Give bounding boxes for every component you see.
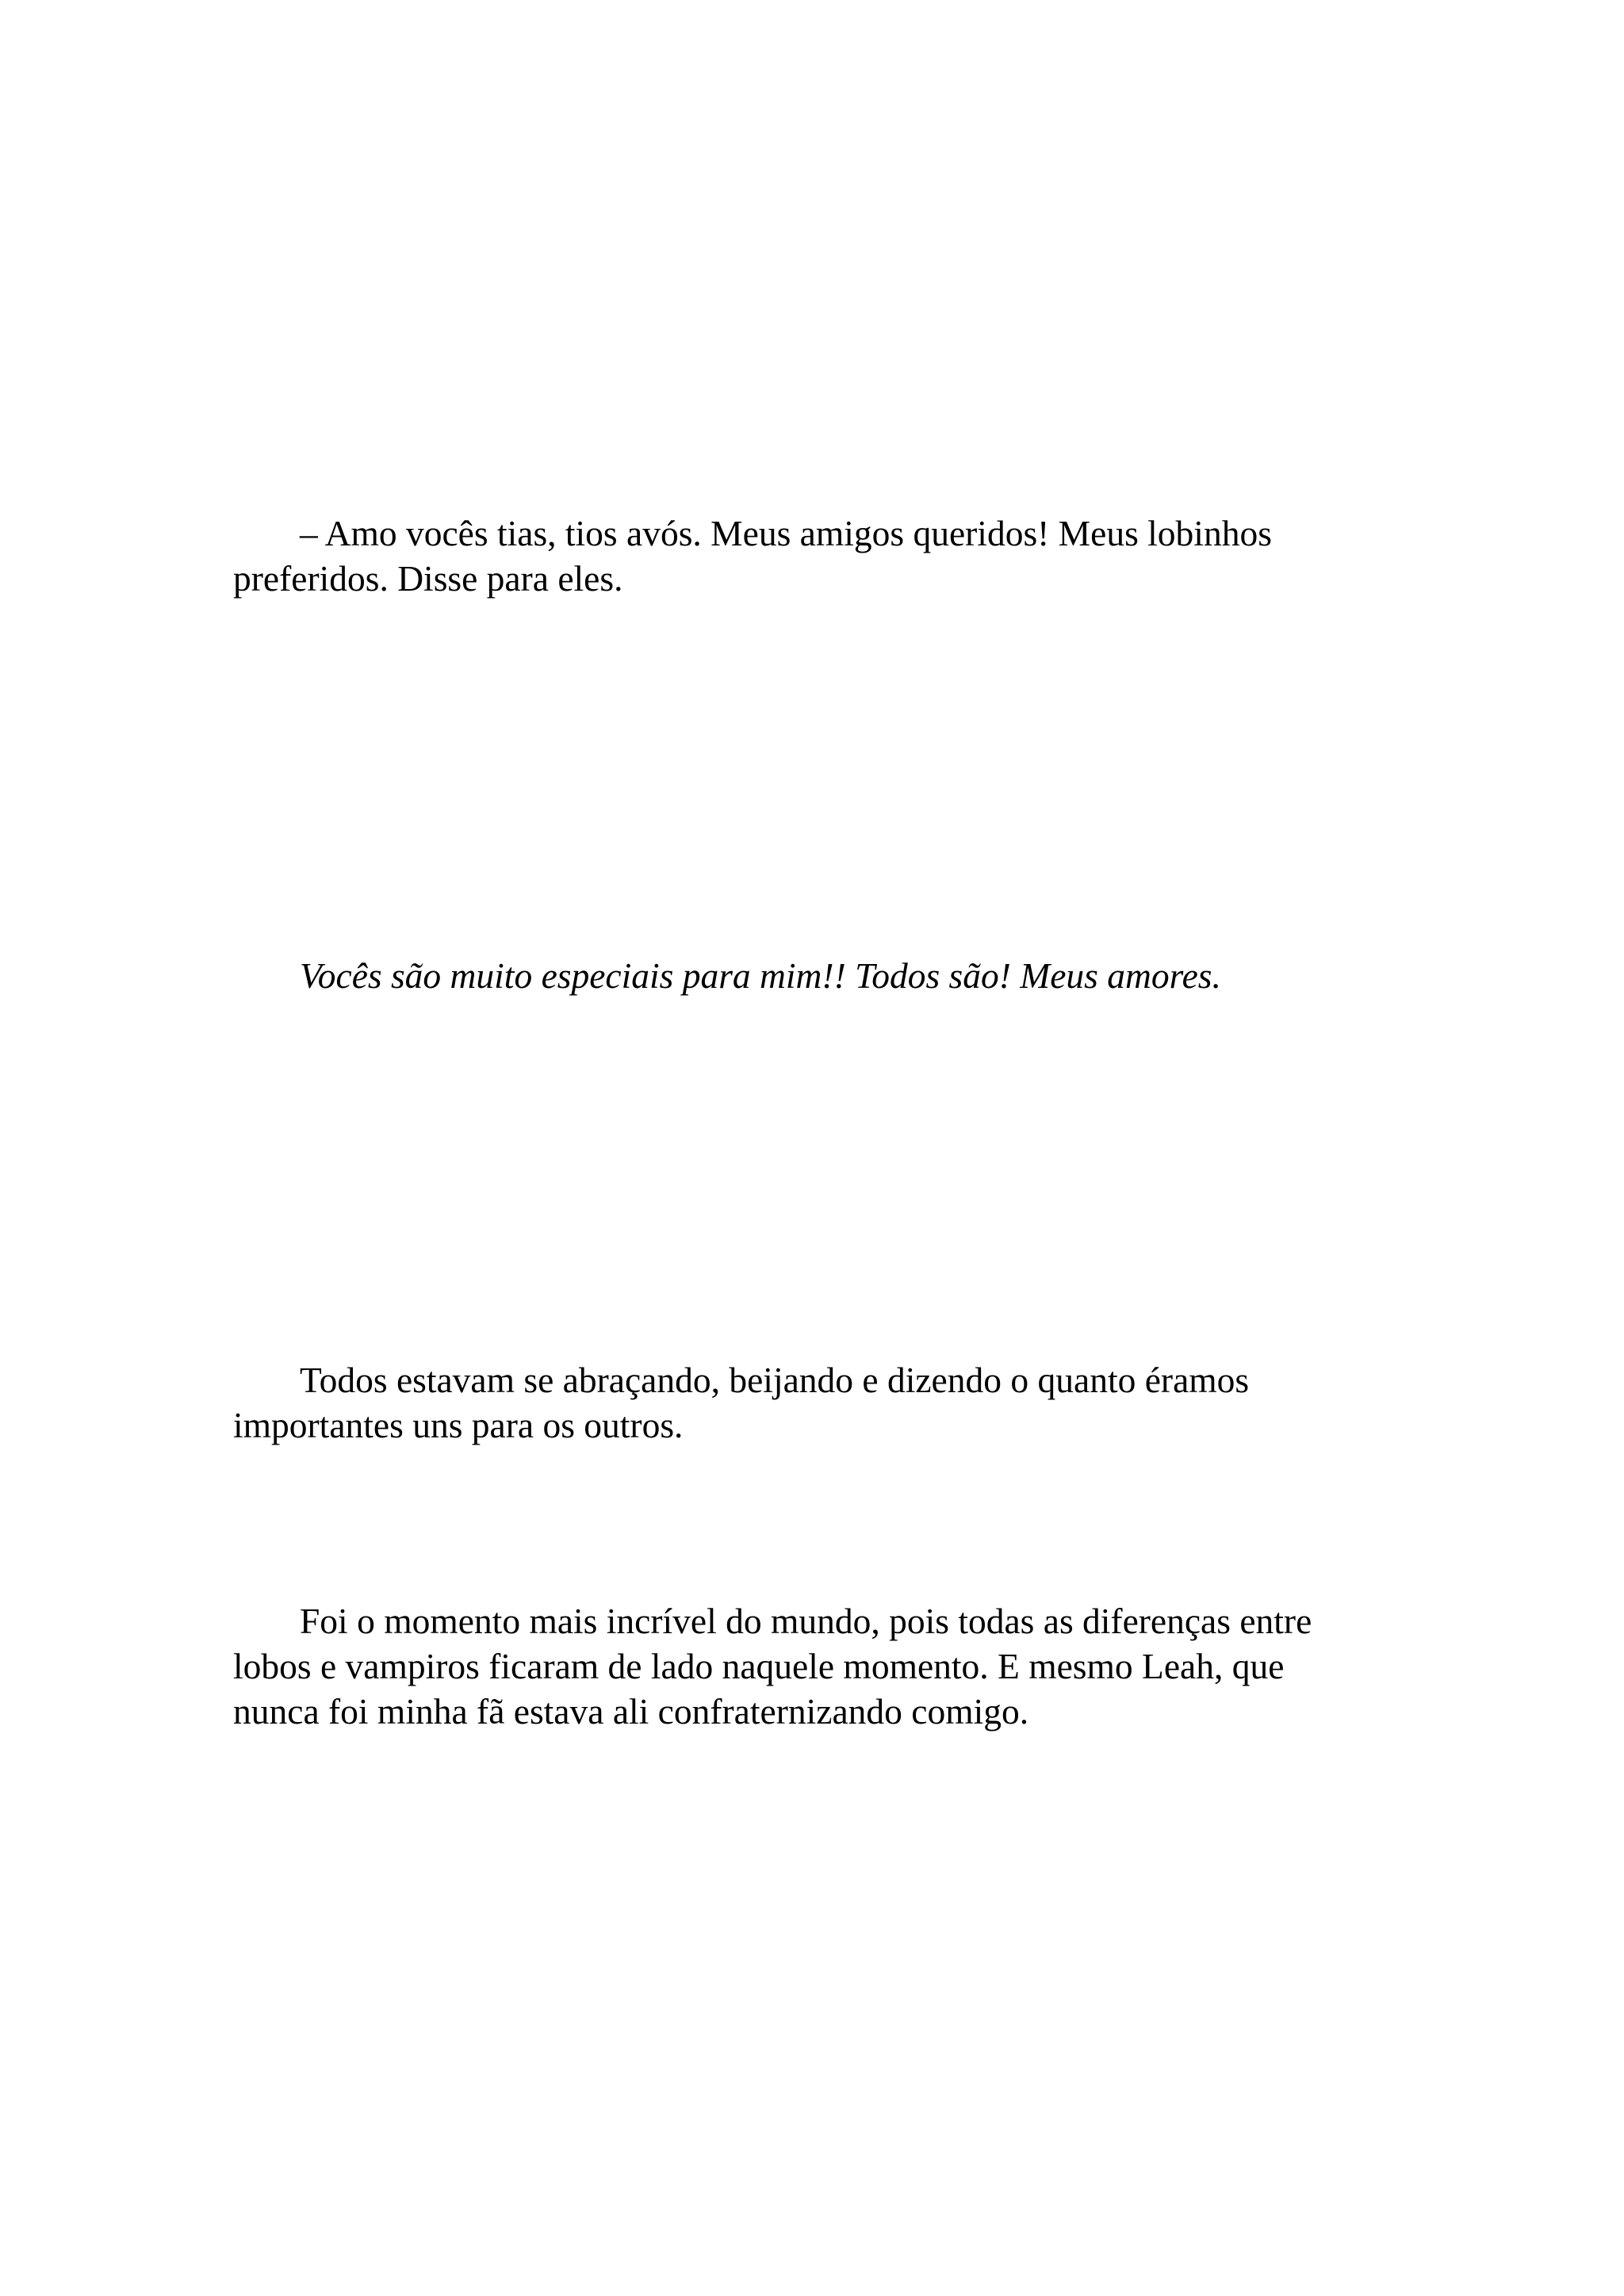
paragraph-line: Todos estavam se abraçando, beijando e dizendo o quanto éramos <box>300 1360 1250 1400</box>
paragraph-line: – Amo vocês tias, tios avós. Meus amigos queridos! Meus lobinhos <box>300 513 1272 553</box>
paragraph-line: nunca foi minha fã estava ali confraternizando comigo. <box>233 1691 1029 1732</box>
paragraph-line: Vocês são muito especiais para mim!! Todos são! Meus amores. <box>300 955 1221 996</box>
paragraph-line: importantes uns para os outros. <box>233 1405 684 1445</box>
paragraph-line: preferidos. Disse para eles. <box>233 558 623 599</box>
paragraph-line: Foi o momento mais incrível do mundo, pois todas as diferenças entre <box>300 1601 1312 1641</box>
paragraph-dialogue <box>233 511 1367 601</box>
paragraph-line: lobos e vampiros ficaram de lado naquele momento. E mesmo Leah, que <box>233 1646 1285 1686</box>
paragraph-narration <box>233 1357 1367 1448</box>
paragraph-thought <box>233 953 1367 998</box>
paragraph-narration <box>233 1598 1367 1734</box>
